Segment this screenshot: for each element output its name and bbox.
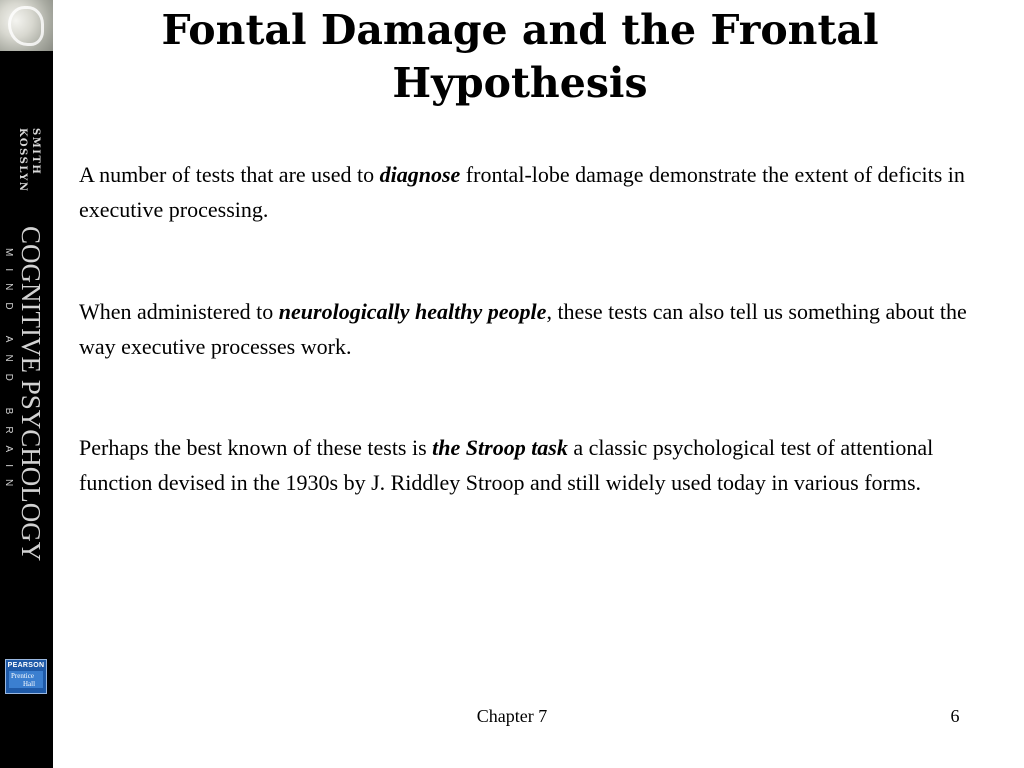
paragraph-healthy-people xyxy=(79,294,979,364)
sidebar-author-smith: SMITH xyxy=(30,128,41,176)
footer-page-number: 6 xyxy=(950,706,960,726)
paragraph-diagnose xyxy=(79,157,979,227)
publisher-imprint-line1: Prentice xyxy=(11,672,34,680)
sidebar-authors xyxy=(16,128,42,193)
book-sidebar xyxy=(0,0,53,768)
paragraph-emphasis: neurologically healthy people xyxy=(278,299,547,324)
paragraph-text: a classic psychological test of attentional function devised in the 1930s by J. Riddley Stroop and still widely used today in various forms. xyxy=(79,435,934,495)
publisher-imprint-line2: Hall xyxy=(23,680,36,688)
paragraph-text: frontal-lobe damage demonstrate the extent of deficits in executive processing. xyxy=(79,162,965,222)
paragraph-stroop-task xyxy=(79,430,979,500)
paragraph-text: When administered to xyxy=(79,299,279,324)
paragraph-text: A number of tests that are used to xyxy=(79,162,380,187)
slide-title xyxy=(60,4,980,110)
slide-title-line1: Fontal Damage and the Frontal xyxy=(161,6,879,54)
publisher-imprint xyxy=(9,671,43,688)
sidebar-book-title: COGNITIVE PSYCHOLOGY xyxy=(16,226,46,562)
publisher-name: PEARSON xyxy=(7,662,45,669)
cover-image-thumbnail xyxy=(0,0,53,51)
paragraph-emphasis: diagnose xyxy=(379,162,461,187)
footer-chapter: Chapter 7 xyxy=(476,706,548,726)
sidebar-author-kosslyn: KOSSLYN xyxy=(17,128,28,193)
paragraph-text: Perhaps the best known of these tests is xyxy=(79,435,433,460)
paragraph-emphasis: the Stroop task xyxy=(432,435,568,460)
cover-swirl-graphic xyxy=(8,6,44,46)
slide-title-line2: Hypothesis xyxy=(392,59,648,107)
paragraph-text: , these tests can also tell us something about the way executive processes work. xyxy=(79,299,967,359)
sidebar-book-subtitle: MIND AND BRAIN xyxy=(3,248,14,499)
publisher-logo xyxy=(5,659,47,694)
